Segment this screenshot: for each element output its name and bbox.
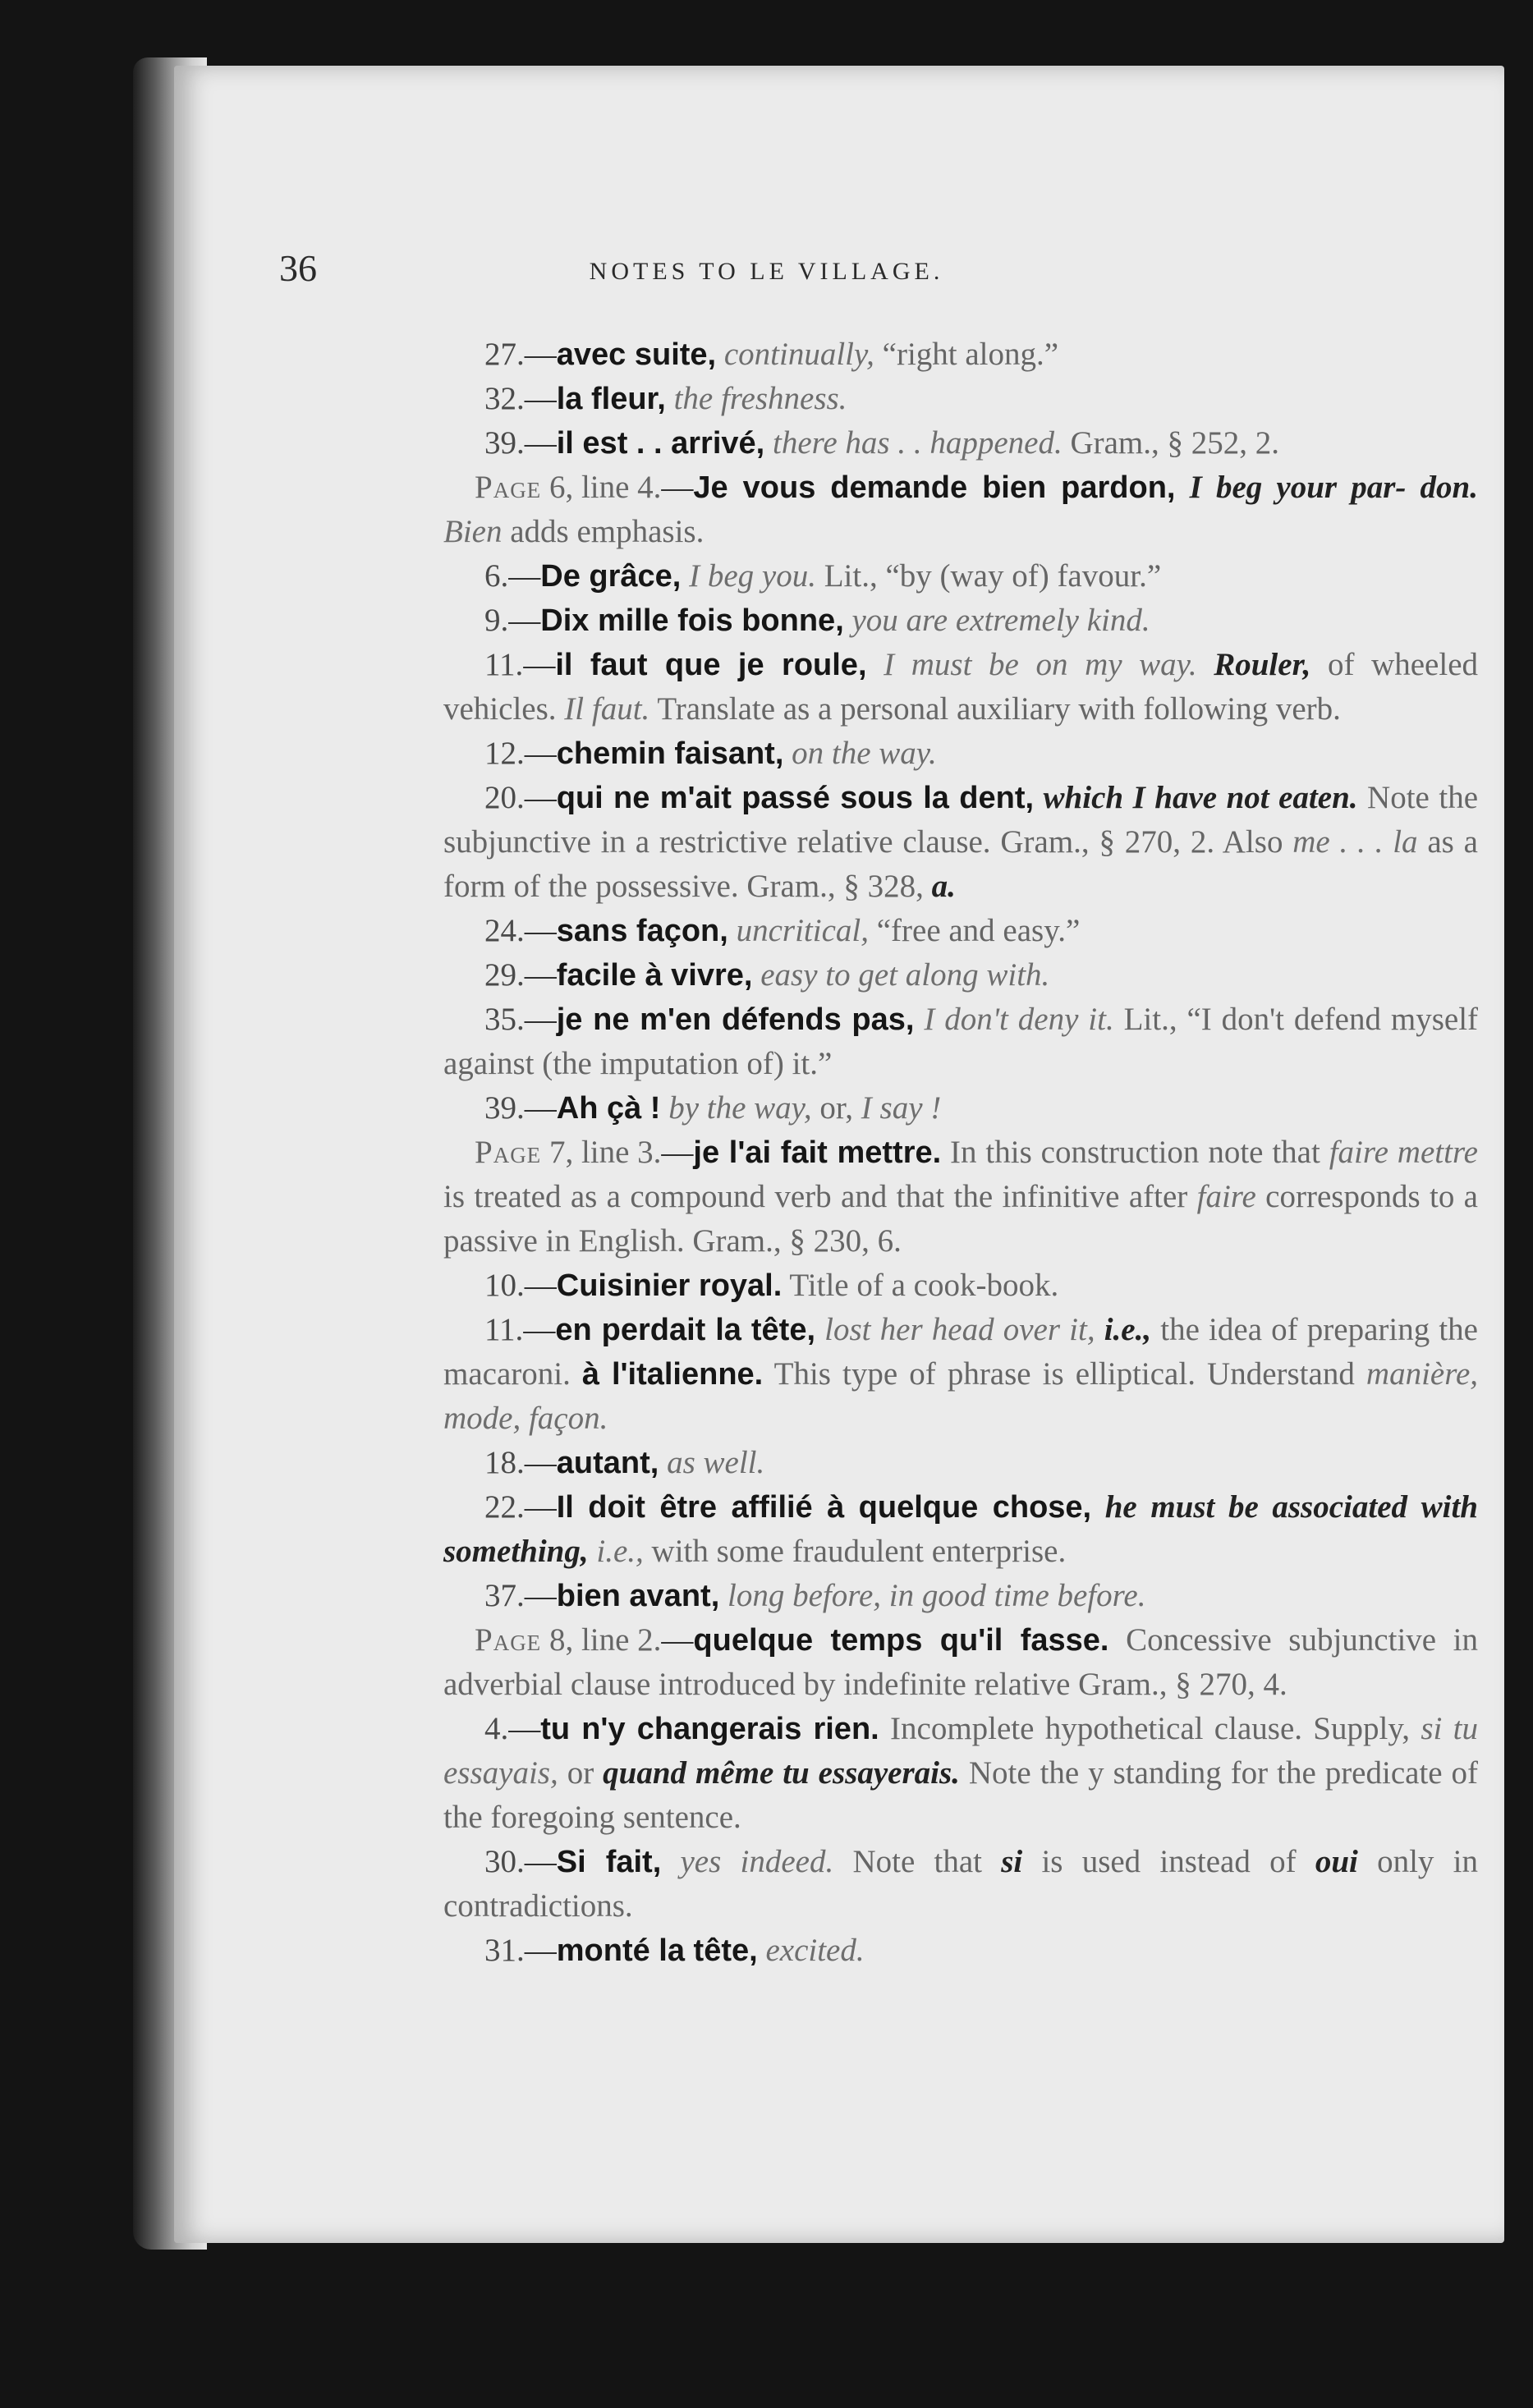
french-phrase: autant, <box>556 1446 659 1480</box>
english-gloss: easy to get along with. <box>760 957 1050 993</box>
english-gloss: lost her head over it, <box>824 1312 1095 1347</box>
english-gloss: the freshness. <box>673 381 847 416</box>
line-number: 20. <box>484 780 525 815</box>
line-number: 12. <box>484 736 525 771</box>
page-line-ref: 8, line 2. <box>548 1622 662 1658</box>
line-number: 27. <box>484 337 525 372</box>
line-number: 11. <box>484 647 524 682</box>
page-line-ref: 6, line 4. <box>548 470 662 505</box>
french-phrase: facile à vivre, <box>556 958 753 993</box>
abbreviation: i.e., <box>596 1534 644 1569</box>
note-text: of wheeled vehicles. <box>443 647 1478 727</box>
note-text: the idea of preparing the macaroni. <box>443 1312 1478 1392</box>
line-number: 18. <box>484 1445 525 1480</box>
note-text: Translate as a personal auxiliary with following verb. <box>649 691 1341 727</box>
french-term: Rouler, <box>1214 647 1311 682</box>
english-gloss: you are extremely kind. <box>851 603 1150 638</box>
note-entry: 4.—tu n'y changerais rien. Incomplete hypothetical clause. Supply, si tu essayais, or quand même tu essayerais. Note the y standing for the predicate of the foregoing sentence. <box>443 1707 1478 1840</box>
line-number: 30. <box>484 1844 525 1879</box>
note-text: or <box>558 1755 594 1791</box>
abbreviation: i.e., <box>1104 1312 1152 1347</box>
note-text: or, <box>811 1090 854 1126</box>
french-phrase: je ne m'en défends pas, <box>556 1002 915 1037</box>
french-phrase: Si fait, <box>556 1845 662 1879</box>
line-number: 35. <box>484 1002 525 1037</box>
note-text: Title of a cook-book. <box>782 1268 1059 1303</box>
french-phrase: monté la tête, <box>556 1933 758 1968</box>
french-phrase: Cuisinier royal. <box>556 1268 783 1303</box>
english-gloss: he must be associated with something, <box>443 1489 1478 1569</box>
english-gloss: on the way. <box>792 736 937 771</box>
french-phrase: il est . . arrivé, <box>556 426 765 461</box>
note-text: is used instead of <box>1022 1844 1297 1879</box>
line-number: 22. <box>484 1489 525 1525</box>
note-text: Incomplete hypothetical clause. Supply, <box>879 1711 1411 1746</box>
note-text: “free and easy.” <box>868 913 1081 948</box>
note-entry: 27.—avec suite, continually, “right along.” <box>443 333 1478 377</box>
note-entry-page-ref: Page 6, line 4.—Je vous demande bien pardon, I beg your par- don. Bien adds emphasis. <box>443 470 1478 549</box>
french-phrase: chemin faisant, <box>556 736 784 771</box>
line-number: 10. <box>484 1268 525 1303</box>
english-gloss: excited. <box>765 1933 865 1968</box>
emphasis-word: Bien <box>443 514 503 549</box>
note-text: Concessive subjunctive in adverbial clause introduced by indefinite relative Gram., § 270, 4. <box>443 1622 1478 1702</box>
note-text: Note the y standing for the predicate of the foregoing sentence. <box>443 1755 1479 1835</box>
line-number: 11. <box>484 1312 524 1347</box>
french-term: faire mettre <box>1329 1135 1478 1170</box>
notes-body <box>443 333 1478 1973</box>
section-letter: a. <box>931 869 956 904</box>
note-entry: 30.—Si fait, yes indeed. Note that si is used instead of oui only in contradictions. <box>443 1840 1478 1929</box>
note-text: Note the subjunctive in a restrictive relative clause. Gram., § 270, 2. Also <box>443 780 1478 860</box>
note-entry: 12.—chemin faisant, on the way. <box>443 732 1478 776</box>
note-entry: 20.—qui ne m'ait passé sous la dent, which I have not eaten. Note the subjunctive in a restrictive relative clause. Gram., § 270, 2. Also me . . . la as a form of the possessive. Gram., § 328, a. <box>443 776 1478 909</box>
line-number: 37. <box>484 1578 525 1613</box>
french-term: oui <box>1315 1844 1358 1879</box>
note-text: Gram., § 252, 2. <box>1062 425 1280 461</box>
note-entry: 18.—autant, as well. <box>443 1441 1478 1485</box>
english-gloss: I say ! <box>861 1090 942 1126</box>
note-text: This type of phrase is elliptical. Understand <box>763 1356 1355 1392</box>
note-text: as a form of the possessive. Gram., § 328, <box>443 824 1478 904</box>
french-phrase: Dix mille fois bonne, <box>540 603 844 638</box>
french-phrase: il faut que je roule, <box>555 648 867 682</box>
note-entry: 29.—facile à vivre, easy to get along with. <box>443 953 1478 998</box>
english-gloss: I don't deny it. <box>924 1002 1114 1037</box>
english-gloss: I must be on my way. <box>884 647 1197 682</box>
french-term: me . . . la <box>1292 824 1418 860</box>
line-number: 29. <box>484 957 525 993</box>
note-entry-page-ref: Page 7, line 3.—je l'ai fait mettre. In this construction note that faire mettre is treated as a compound verb and that the infinitive after faire corresponds to a passive in English. Gram., § 230, 6. <box>443 1135 1478 1259</box>
page-number: 36 <box>279 247 317 289</box>
french-term: si tu essayais, <box>443 1711 1478 1791</box>
french-phrase: qui ne m'ait passé sous la dent, <box>556 781 1035 815</box>
note-text: corresponds to a passive in English. Gram., § 230, 6. <box>443 1179 1478 1259</box>
note-entry: 11.—en perdait la tête, lost her head over it, i.e., the idea of preparing the macaroni. à l'italienne. This type of phrase is elliptical. Understand manière, mode, façon. <box>443 1308 1478 1441</box>
english-gloss: continually, <box>723 337 874 372</box>
french-phrase: à l'italienne. <box>581 1357 764 1392</box>
english-gloss: yes indeed. <box>680 1844 834 1879</box>
note-entry: 22.—Il doit être affilié à quelque chose, he must be associated with something, i.e., with some fraudulent enterprise. <box>443 1485 1478 1574</box>
note-entry: 24.—sans façon, uncritical, “free and easy.” <box>443 909 1478 953</box>
french-phrase: la fleur, <box>556 382 666 416</box>
line-number: 9. <box>484 603 509 638</box>
english-gloss: I beg your par- don. <box>1189 470 1478 505</box>
french-term: quand même tu essayerais. <box>603 1755 960 1791</box>
french-phrase: en perdait la tête, <box>555 1313 816 1347</box>
french-phrase: Je vous demande bien pardon, <box>693 470 1176 505</box>
page-label: Page <box>475 1135 542 1170</box>
french-phrase: tu n'y changerais rien. <box>540 1712 879 1746</box>
line-number: 32. <box>484 381 525 416</box>
english-gloss: there has . . happened. <box>772 425 1063 461</box>
french-phrase: avec suite, <box>556 337 717 372</box>
note-entry: 35.—je ne m'en défends pas, I don't deny it. Lit., “I don't defend myself against (the imputation of) it.” <box>443 998 1478 1086</box>
note-text: is treated as a compound verb and that the infinitive after <box>443 1179 1188 1214</box>
french-term: si <box>1001 1844 1023 1879</box>
french-term: faire <box>1196 1179 1256 1214</box>
english-gloss: long before, in good time before. <box>727 1578 1146 1613</box>
page-label: Page <box>475 470 542 505</box>
note-entry-page-ref: Page 8, line 2.—quelque temps qu'il fasse. Concessive subjunctive in adverbial clause introduced by indefinite relative Gram., § 270, 4. <box>443 1622 1478 1702</box>
french-phrase: De grâce, <box>540 559 682 594</box>
page-line-ref: 7, line 3. <box>548 1135 662 1170</box>
note-entry: 37.—bien avant, long before, in good time before. <box>443 1574 1478 1618</box>
note-text: only in contradictions. <box>443 1844 1478 1924</box>
english-gloss: I beg you. <box>689 558 816 594</box>
line-number: 6. <box>484 558 509 594</box>
french-phrase: je l'ai fait mettre. <box>693 1135 942 1170</box>
note-entry: 11.—il faut que je roule, I must be on my way. Rouler, of wheeled vehicles. Il faut. Translate as a personal auxiliary with following verb. <box>443 643 1478 732</box>
french-term: manière, mode, façon. <box>443 1356 1479 1436</box>
note-text: In this construction note that <box>941 1135 1320 1170</box>
note-text: adds emphasis. <box>502 514 705 549</box>
french-phrase: bien avant, <box>556 1579 720 1613</box>
french-phrase: Il doit être affilié à quelque chose, <box>556 1490 1092 1525</box>
note-entry: 39.—il est . . arrivé, there has . . happened. Gram., § 252, 2. <box>443 421 1478 466</box>
line-number: 24. <box>484 913 525 948</box>
english-gloss: by the way, <box>668 1090 812 1126</box>
page-label: Page <box>475 1622 542 1658</box>
note-entry: 6.—De grâce, I beg you. Lit., “by (way of) favour.” <box>443 554 1478 599</box>
note-text: with some fraudulent enterprise. <box>643 1534 1067 1569</box>
french-phrase: Ah çà ! <box>556 1091 661 1126</box>
note-text: Lit., “by (way of) favour.” <box>815 558 1162 594</box>
running-head-title: NOTES TO LE VILLAGE. <box>589 258 944 285</box>
line-number: 39. <box>484 425 525 461</box>
note-text: Lit., “I don't defend myself against (the imputation of) it.” <box>443 1002 1479 1081</box>
line-number: 31. <box>484 1933 525 1968</box>
french-phrase: quelque temps qu'il fasse. <box>693 1623 1109 1658</box>
french-phrase: sans façon, <box>556 914 728 948</box>
note-entry: 31.—monté la tête, excited. <box>443 1929 1478 1973</box>
note-entry: 39.—Ah çà ! by the way, or, I say ! <box>443 1086 1478 1131</box>
note-text: “right along.” <box>874 337 1059 372</box>
note-entry: 32.—la fleur, the freshness. <box>443 377 1478 421</box>
english-gloss: which I have not eaten. <box>1043 780 1358 815</box>
line-number: 4. <box>484 1711 509 1746</box>
line-number: 39. <box>484 1090 525 1126</box>
note-entry: 10.—Cuisinier royal. Title of a cook-book. <box>443 1264 1478 1308</box>
english-gloss: as well. <box>667 1445 765 1480</box>
french-term: Il faut. <box>564 691 650 727</box>
note-text: Note that <box>833 1844 982 1879</box>
english-gloss: uncritical, <box>736 913 869 948</box>
note-entry: 9.—Dix mille fois bonne, you are extremely kind. <box>443 599 1478 643</box>
